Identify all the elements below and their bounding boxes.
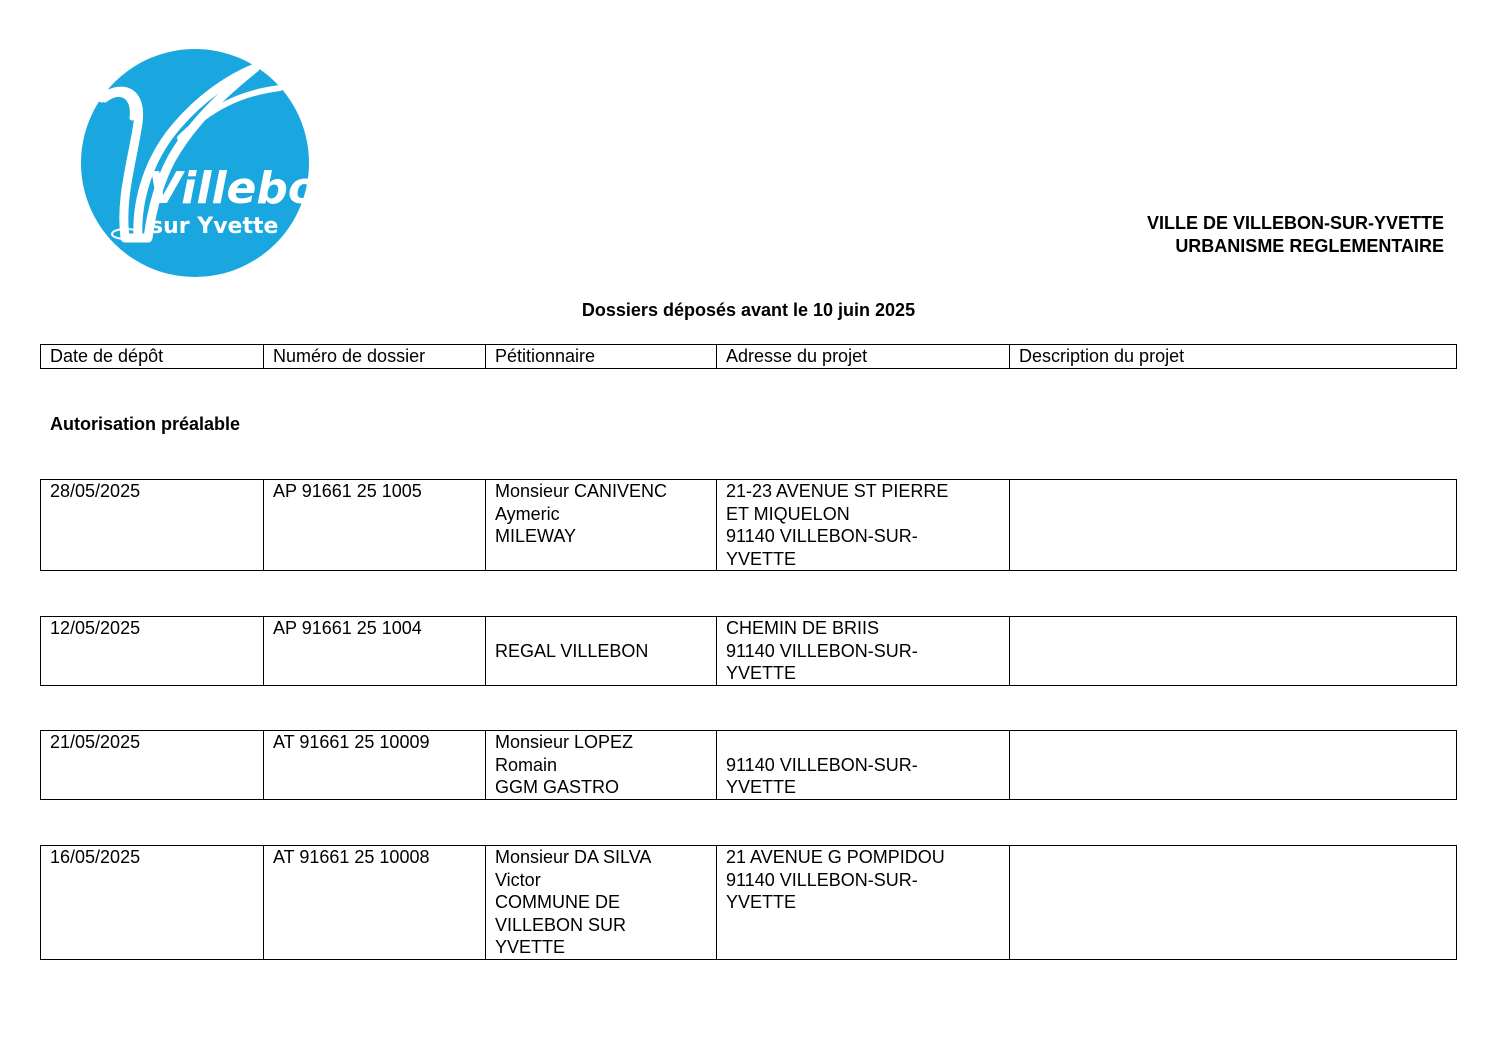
logo-text-sur-yvette: sur Yvette [150,214,279,239]
record-numero: AT 91661 25 10008 [264,846,486,960]
record-table [40,845,1457,960]
header-adresse: Adresse du projet [717,345,1010,369]
logo-text-villebon: Villebon [148,163,350,214]
record-adresse: CHEMIN DE BRIIS 91140 VILLEBON-SUR- YVETTE [717,617,1010,686]
record-date: 21/05/2025 [41,731,264,800]
header-description: Description du projet [1010,345,1457,369]
record-petitionnaire: Monsieur LOPEZ Romain GGM GASTRO [486,731,717,800]
record-description [1010,846,1457,960]
record-table [40,730,1457,800]
record-petitionnaire: Monsieur CANIVENC Aymeric MILEWAY [486,480,717,571]
org-department: URBANISME REGLEMENTAIRE [1175,236,1444,256]
record-petitionnaire: Monsieur DA SILVA Victor COMMUNE DE VILLEBON SUR YVETTE [486,846,717,960]
record-date: 28/05/2025 [41,480,264,571]
villebon-logo [80,48,350,278]
record-adresse: 91140 VILLEBON-SUR- YVETTE [717,731,1010,800]
table-row [41,731,1457,800]
record-description [1010,731,1457,800]
record-numero: AP 91661 25 1005 [264,480,486,571]
record-date: 12/05/2025 [41,617,264,686]
section-heading: Autorisation préalable [50,414,241,434]
record-table [40,479,1457,571]
record-adresse: 21 AVENUE G POMPIDOU 91140 VILLEBON-SUR- YVETTE [717,846,1010,960]
record-numero: AP 91661 25 1004 [264,617,486,686]
table-row [41,617,1457,686]
organisation-header [1147,212,1444,258]
record-numero: AT 91661 25 10009 [264,731,486,800]
record-description [1010,617,1457,686]
header-date: Date de dépôt [41,345,264,369]
record-description [1010,480,1457,571]
record-adresse: 21-23 AVENUE ST PIERRE ET MIQUELON 91140 VILLEBON-SUR- YVETTE [717,480,1010,571]
record-table [40,616,1457,686]
table-row [41,480,1457,571]
table-row [41,846,1457,960]
column-header-table [40,344,1457,369]
org-name: VILLE DE VILLEBON-SUR-YVETTE [1146,213,1444,233]
record-date: 16/05/2025 [41,846,264,960]
record-petitionnaire: REGAL VILLEBON [486,617,717,686]
header-numero: Numéro de dossier [264,345,486,369]
page-title: Dossiers déposés avant le 10 juin 2025 [581,300,916,320]
header-petitionnaire: Pétitionnaire [486,345,717,369]
